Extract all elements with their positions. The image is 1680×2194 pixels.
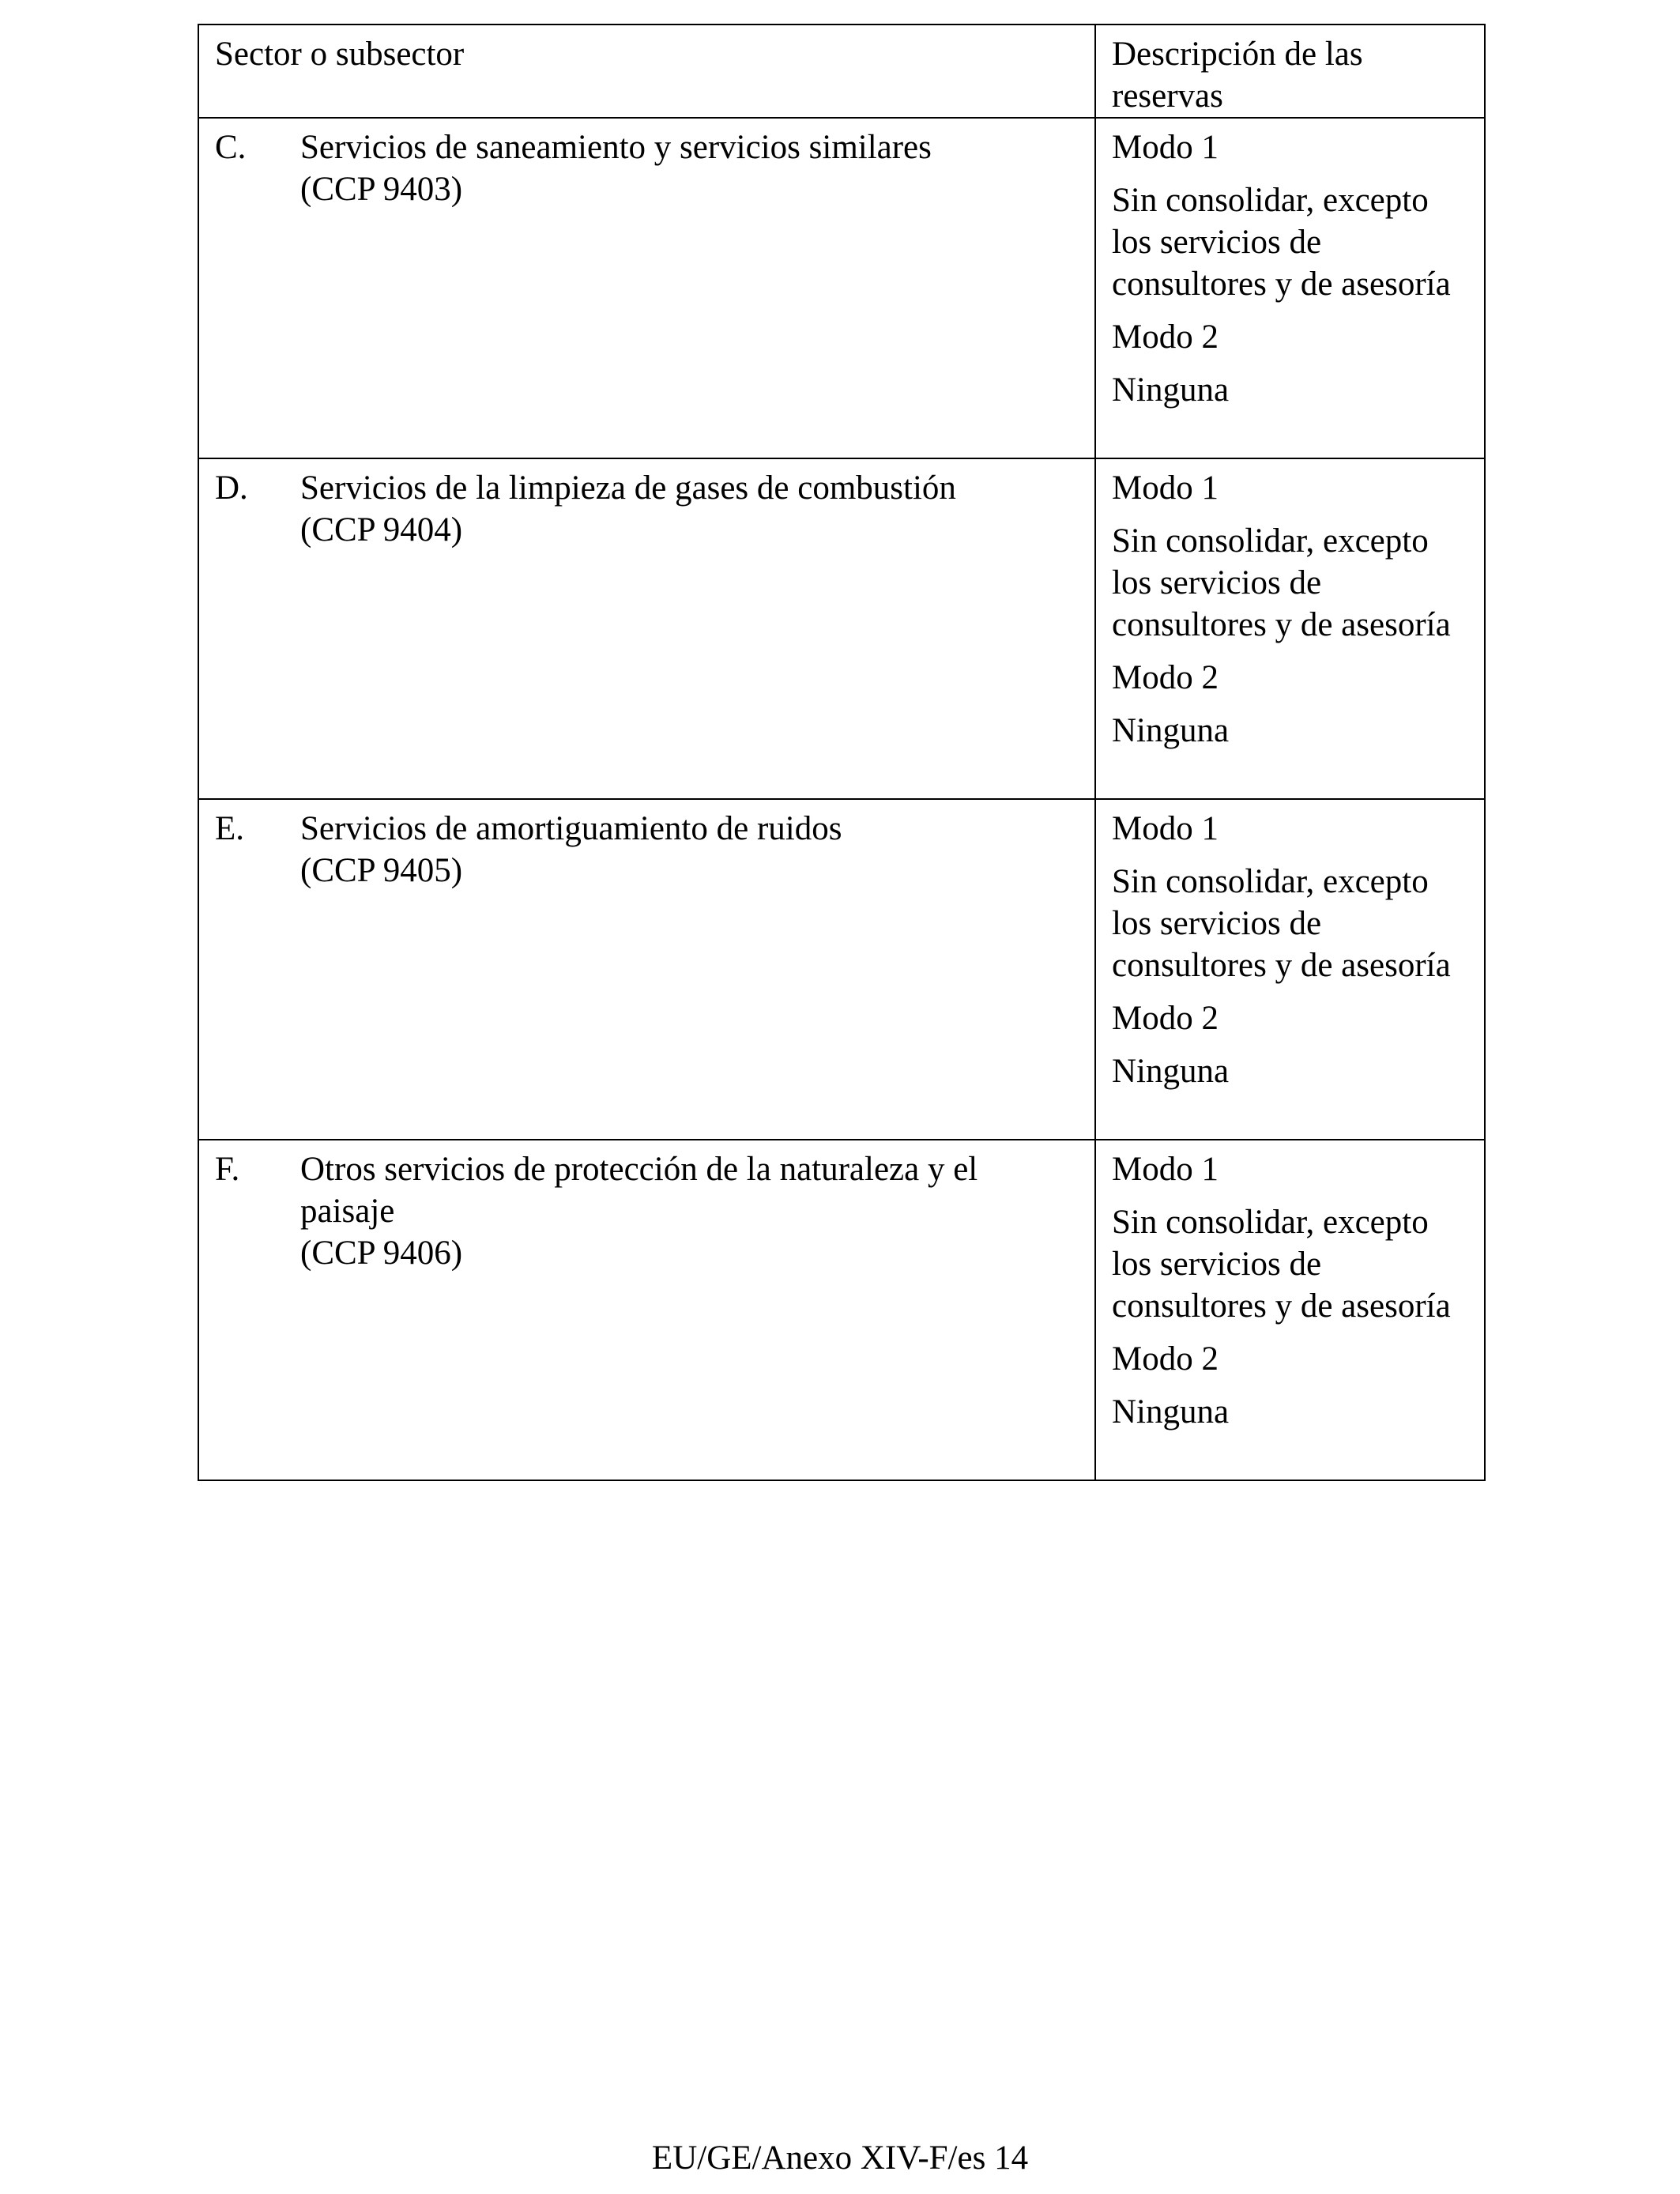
header-sector-label: Sector o subsector — [215, 36, 465, 73]
sector-letter: D. — [215, 469, 248, 507]
sector-code: (CCP 9404) — [300, 511, 463, 548]
sector-code: (CCP 9403) — [300, 171, 463, 208]
table-row — [198, 1140, 1485, 1480]
sector-letter: E. — [215, 810, 245, 847]
mode2-text: Ninguna — [1112, 1053, 1230, 1090]
sector-code: (CCP 9405) — [300, 852, 463, 889]
mode1-label: Modo 1 — [1112, 810, 1219, 847]
mode1-text: Sin consolidar, excepto los servicios de consultores y de asesoría — [1112, 863, 1451, 984]
header-description-cell — [1095, 25, 1485, 118]
mode2-text: Ninguna — [1112, 712, 1230, 749]
sector-title: Otros servicios de protección de la naturaleza y el paisaje — [300, 1151, 978, 1230]
sector-letter: C. — [215, 129, 247, 166]
sector-cell — [198, 458, 1095, 799]
sector-title: Servicios de la limpieza de gases de combustión — [300, 469, 956, 507]
reservations-table — [198, 24, 1486, 1481]
table-row — [198, 458, 1485, 799]
header-sector-cell — [198, 25, 1095, 118]
mode1-label: Modo 1 — [1112, 129, 1219, 166]
page-footer: EU/GE/Anexo XIV-F/es 14 — [651, 2139, 1029, 2177]
mode1-label: Modo 1 — [1112, 469, 1219, 507]
mode2-text: Ninguna — [1112, 1393, 1230, 1431]
mode2-label: Modo 2 — [1112, 659, 1219, 696]
table-header-row — [198, 25, 1485, 118]
mode2-text: Ninguna — [1112, 371, 1230, 409]
sector-cell — [198, 118, 1095, 458]
mode1-text: Sin consolidar, excepto los servicios de consultores y de asesoría — [1112, 522, 1451, 643]
description-cell — [1095, 1140, 1485, 1480]
sector-title: Servicios de saneamiento y servicios similares — [300, 129, 932, 166]
sector-title: Servicios de amortiguamiento de ruidos — [300, 810, 842, 847]
description-cell — [1095, 118, 1485, 458]
mode2-label: Modo 2 — [1112, 319, 1219, 356]
description-cell — [1095, 458, 1485, 799]
mode1-text: Sin consolidar, excepto los servicios de consultores y de asesoría — [1112, 182, 1451, 303]
sector-cell — [198, 1140, 1095, 1480]
sector-code: (CCP 9406) — [300, 1235, 463, 1272]
mode2-label: Modo 2 — [1112, 1000, 1219, 1037]
description-cell — [1095, 799, 1485, 1140]
sector-letter: F. — [215, 1151, 240, 1188]
table-row — [198, 799, 1485, 1140]
sector-cell — [198, 799, 1095, 1140]
mode2-label: Modo 2 — [1112, 1340, 1219, 1378]
table-row — [198, 118, 1485, 458]
mode1-text: Sin consolidar, excepto los servicios de consultores y de asesoría — [1112, 1204, 1451, 1325]
header-description-label: Descripción de las reservas — [1112, 36, 1363, 115]
mode1-label: Modo 1 — [1112, 1151, 1219, 1188]
